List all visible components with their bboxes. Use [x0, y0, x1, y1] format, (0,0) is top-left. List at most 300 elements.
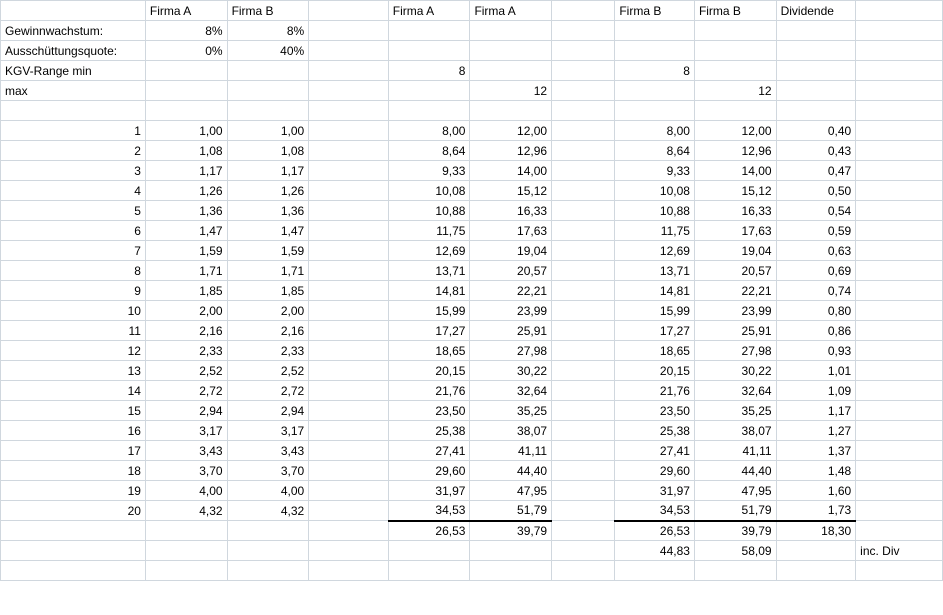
price-a-max: 27,98: [470, 341, 552, 361]
empty-cell: [552, 101, 615, 121]
empty-cell: [309, 261, 389, 281]
incl-div-note: inc. Div: [856, 541, 943, 561]
price-a-max: 12,00: [470, 121, 552, 141]
empty-cell: [309, 221, 389, 241]
price-a-min: 12,69: [388, 241, 470, 261]
total-b-min-incl-div: 44,83: [615, 541, 695, 561]
empty-cell: [856, 101, 943, 121]
year-cell: 10: [1, 301, 146, 321]
table-row: [1, 241, 943, 261]
empty-cell: [309, 401, 389, 421]
eps-firma-b: 3,17: [227, 421, 309, 441]
dividende-cell: 1,17: [776, 401, 856, 421]
dividende-cell: 0,80: [776, 301, 856, 321]
empty-cell: [227, 541, 309, 561]
eps-firma-a: 2,00: [145, 301, 227, 321]
price-a-max: 44,40: [470, 461, 552, 481]
trailing-blank-row: [1, 561, 943, 581]
price-b-min: 18,65: [615, 341, 695, 361]
empty-cell: [309, 301, 389, 321]
eps-firma-a: 2,33: [145, 341, 227, 361]
param-label: max: [1, 81, 146, 101]
summary-dividende-total: 18,30: [776, 521, 856, 541]
price-b-max: 19,04: [694, 241, 776, 261]
price-a-min: 14,81: [388, 281, 470, 301]
eps-firma-b: 4,00: [227, 481, 309, 501]
empty-cell: [552, 361, 615, 381]
price-a-min: 21,76: [388, 381, 470, 401]
empty-cell: [776, 561, 856, 581]
price-b-max: 25,91: [694, 321, 776, 341]
eps-firma-a: 3,70: [145, 461, 227, 481]
sheet-body: [1, 1, 943, 581]
price-b-min: 29,60: [615, 461, 695, 481]
price-b-max: 32,64: [694, 381, 776, 401]
param-value-b: [227, 81, 309, 101]
param-value-g: [615, 21, 695, 41]
price-b-min: 23,50: [615, 401, 695, 421]
price-b-min: 8,64: [615, 141, 695, 161]
header-cell-4: Firma A: [388, 1, 470, 21]
empty-cell: [552, 281, 615, 301]
eps-firma-a: 4,00: [145, 481, 227, 501]
param-value-d: [388, 81, 470, 101]
param-value-h: 12: [694, 81, 776, 101]
price-a-min: 8,00: [388, 121, 470, 141]
eps-firma-a: 1,08: [145, 141, 227, 161]
empty-cell: [856, 221, 943, 241]
param-row-gewinnwachstum: [1, 21, 943, 41]
empty-cell: [227, 561, 309, 581]
empty-cell: [309, 241, 389, 261]
param-value-d: 8: [388, 61, 470, 81]
empty-cell: [856, 241, 943, 261]
year-cell: 12: [1, 341, 146, 361]
summary-row-average: [1, 521, 943, 541]
empty-cell: [856, 121, 943, 141]
eps-firma-a: 1,26: [145, 181, 227, 201]
price-b-max: 23,99: [694, 301, 776, 321]
table-row: [1, 401, 943, 421]
empty-cell: [1, 101, 146, 121]
table-row: [1, 381, 943, 401]
param-row-kgv-max: [1, 81, 943, 101]
eps-firma-a: 1,36: [145, 201, 227, 221]
price-b-max: 30,22: [694, 361, 776, 381]
empty-cell: [552, 161, 615, 181]
empty-cell: [552, 261, 615, 281]
price-b-min: 21,76: [615, 381, 695, 401]
param-value-h: [694, 21, 776, 41]
param-label: Gewinnwachstum:: [1, 21, 146, 41]
dividende-cell: 0,93: [776, 341, 856, 361]
empty-cell: [1, 561, 146, 581]
price-b-min: 15,99: [615, 301, 695, 321]
eps-firma-b: 2,33: [227, 341, 309, 361]
summary-price-b-max: 39,79: [694, 521, 776, 541]
eps-firma-a: 1,59: [145, 241, 227, 261]
eps-firma-a: 2,16: [145, 321, 227, 341]
empty-cell: [1, 541, 146, 561]
empty-cell: [309, 521, 389, 541]
param-value-j: [856, 61, 943, 81]
table-row: [1, 421, 943, 441]
price-a-min: 27,41: [388, 441, 470, 461]
empty-cell: [145, 521, 227, 541]
param-value-a: 8%: [145, 21, 227, 41]
dividende-cell: 0,43: [776, 141, 856, 161]
price-a-min: 31,97: [388, 481, 470, 501]
header-row: [1, 1, 943, 21]
empty-cell: [309, 341, 389, 361]
price-b-min: 10,08: [615, 181, 695, 201]
spacer-row: [1, 101, 943, 121]
empty-cell: [552, 321, 615, 341]
table-row: [1, 141, 943, 161]
summary-price-a-min: 26,53: [388, 521, 470, 541]
empty-cell: [856, 261, 943, 281]
year-cell: 19: [1, 481, 146, 501]
empty-cell: [552, 301, 615, 321]
eps-firma-b: 2,00: [227, 301, 309, 321]
year-cell: 3: [1, 161, 146, 181]
year-cell: 8: [1, 261, 146, 281]
price-b-max: 12,96: [694, 141, 776, 161]
param-value-c: [309, 21, 389, 41]
empty-cell: [856, 381, 943, 401]
empty-cell: [856, 481, 943, 501]
year-cell: 9: [1, 281, 146, 301]
price-a-max: 17,63: [470, 221, 552, 241]
empty-cell: [856, 141, 943, 161]
empty-cell: [694, 101, 776, 121]
param-value-b: 8%: [227, 21, 309, 41]
dividende-cell: 0,69: [776, 261, 856, 281]
year-cell: 20: [1, 501, 146, 521]
price-a-max: 38,07: [470, 421, 552, 441]
param-value-j: [856, 81, 943, 101]
price-b-min: 13,71: [615, 261, 695, 281]
eps-firma-b: 2,72: [227, 381, 309, 401]
price-b-min: 9,33: [615, 161, 695, 181]
empty-cell: [856, 461, 943, 481]
eps-firma-b: 1,26: [227, 181, 309, 201]
empty-cell: [552, 541, 615, 561]
empty-cell: [552, 341, 615, 361]
dividende-cell: 1,09: [776, 381, 856, 401]
param-value-i: [776, 21, 856, 41]
dividende-cell: 1,48: [776, 461, 856, 481]
table-row: [1, 441, 943, 461]
table-row: [1, 201, 943, 221]
param-value-g: 8: [615, 61, 695, 81]
param-value-e: 12: [470, 81, 552, 101]
price-b-max: 35,25: [694, 401, 776, 421]
empty-cell: [856, 361, 943, 381]
param-value-h: [694, 41, 776, 61]
price-b-max: 14,00: [694, 161, 776, 181]
price-b-min: 25,38: [615, 421, 695, 441]
empty-cell: [309, 161, 389, 181]
header-cell-2: Firma B: [227, 1, 309, 21]
eps-firma-b: 1,47: [227, 221, 309, 241]
empty-cell: [856, 561, 943, 581]
param-label: KGV-Range min: [1, 61, 146, 81]
empty-cell: [309, 201, 389, 221]
empty-cell: [552, 241, 615, 261]
summary-price-a-max: 39,79: [470, 521, 552, 541]
eps-firma-b: 3,70: [227, 461, 309, 481]
dividende-cell: 0,54: [776, 201, 856, 221]
dividende-cell: 0,86: [776, 321, 856, 341]
price-a-min: 10,08: [388, 181, 470, 201]
empty-cell: [856, 201, 943, 221]
eps-firma-b: 2,94: [227, 401, 309, 421]
empty-cell: [776, 101, 856, 121]
table-row: [1, 321, 943, 341]
price-b-max: 27,98: [694, 341, 776, 361]
price-a-min: 34,53: [388, 501, 470, 521]
dividende-cell: 1,27: [776, 421, 856, 441]
dividende-cell: 0,50: [776, 181, 856, 201]
year-cell: 5: [1, 201, 146, 221]
empty-cell: [227, 521, 309, 541]
empty-cell: [470, 541, 552, 561]
price-a-min: 17,27: [388, 321, 470, 341]
price-b-min: 17,27: [615, 321, 695, 341]
empty-cell: [552, 141, 615, 161]
price-a-min: 9,33: [388, 161, 470, 181]
price-a-min: 8,64: [388, 141, 470, 161]
eps-firma-a: 2,52: [145, 361, 227, 381]
table-row: [1, 121, 943, 141]
header-cell-8: Firma B: [694, 1, 776, 21]
price-b-max: 20,57: [694, 261, 776, 281]
year-cell: 13: [1, 361, 146, 381]
param-value-f: [552, 61, 615, 81]
eps-firma-b: 1,71: [227, 261, 309, 281]
header-cell-10: [856, 1, 943, 21]
price-a-max: 23,99: [470, 301, 552, 321]
header-cell-9: Dividende: [776, 1, 856, 21]
price-b-min: 11,75: [615, 221, 695, 241]
price-b-max: 51,79: [694, 501, 776, 521]
price-a-max: 30,22: [470, 361, 552, 381]
price-b-min: 20,15: [615, 361, 695, 381]
price-b-min: 34,53: [615, 501, 695, 521]
price-a-max: 35,25: [470, 401, 552, 421]
empty-cell: [552, 201, 615, 221]
eps-firma-b: 3,43: [227, 441, 309, 461]
price-a-min: 13,71: [388, 261, 470, 281]
price-a-max: 15,12: [470, 181, 552, 201]
empty-cell: [309, 541, 389, 561]
empty-cell: [309, 381, 389, 401]
price-a-min: 25,38: [388, 421, 470, 441]
empty-cell: [856, 421, 943, 441]
eps-firma-b: 1,17: [227, 161, 309, 181]
header-cell-1: Firma A: [145, 1, 227, 21]
table-row: [1, 261, 943, 281]
empty-cell: [309, 321, 389, 341]
year-cell: 11: [1, 321, 146, 341]
empty-cell: [615, 101, 695, 121]
summary-row-incl-dividend: [1, 541, 943, 561]
eps-firma-a: 2,72: [145, 381, 227, 401]
header-cell-0: [1, 1, 146, 21]
empty-cell: [309, 121, 389, 141]
param-value-b: [227, 61, 309, 81]
param-value-i: [776, 61, 856, 81]
empty-cell: [856, 521, 943, 541]
price-b-max: 15,12: [694, 181, 776, 201]
table-row: [1, 301, 943, 321]
table-row: [1, 281, 943, 301]
price-a-min: 29,60: [388, 461, 470, 481]
price-a-max: 47,95: [470, 481, 552, 501]
empty-cell: [309, 561, 389, 581]
price-a-min: 20,15: [388, 361, 470, 381]
year-cell: 2: [1, 141, 146, 161]
year-cell: 1: [1, 121, 146, 141]
price-b-min: 31,97: [615, 481, 695, 501]
param-value-a: [145, 61, 227, 81]
price-a-max: 22,21: [470, 281, 552, 301]
header-cell-7: Firma B: [615, 1, 695, 21]
year-cell: 18: [1, 461, 146, 481]
price-a-min: 10,88: [388, 201, 470, 221]
header-cell-5: Firma A: [470, 1, 552, 21]
param-row-ausschuettungsquote: [1, 41, 943, 61]
table-row: [1, 361, 943, 381]
param-value-e: [470, 41, 552, 61]
empty-cell: [470, 101, 552, 121]
dividende-cell: 1,37: [776, 441, 856, 461]
empty-cell: [309, 361, 389, 381]
price-a-min: 15,99: [388, 301, 470, 321]
param-value-f: [552, 41, 615, 61]
price-b-max: 16,33: [694, 201, 776, 221]
table-row: [1, 181, 943, 201]
param-value-a: 0%: [145, 41, 227, 61]
param-value-a: [145, 81, 227, 101]
param-value-i: [776, 81, 856, 101]
empty-cell: [309, 501, 389, 521]
empty-cell: [388, 561, 470, 581]
param-value-g: [615, 41, 695, 61]
param-row-kgv-min: [1, 61, 943, 81]
price-a-max: 25,91: [470, 321, 552, 341]
empty-cell: [856, 441, 943, 461]
eps-firma-a: 2,94: [145, 401, 227, 421]
param-value-b: 40%: [227, 41, 309, 61]
empty-cell: [552, 221, 615, 241]
year-cell: 16: [1, 421, 146, 441]
eps-firma-a: 1,17: [145, 161, 227, 181]
empty-cell: [1, 521, 146, 541]
price-b-max: 22,21: [694, 281, 776, 301]
price-b-max: 17,63: [694, 221, 776, 241]
eps-firma-a: 1,00: [145, 121, 227, 141]
param-value-i: [776, 41, 856, 61]
empty-cell: [309, 461, 389, 481]
dividende-cell: 1,73: [776, 501, 856, 521]
param-value-j: [856, 21, 943, 41]
param-value-f: [552, 81, 615, 101]
eps-firma-b: 2,16: [227, 321, 309, 341]
price-a-min: 18,65: [388, 341, 470, 361]
param-value-e: [470, 21, 552, 41]
eps-firma-b: 1,00: [227, 121, 309, 141]
price-a-max: 19,04: [470, 241, 552, 261]
price-b-max: 12,00: [694, 121, 776, 141]
empty-cell: [145, 561, 227, 581]
eps-firma-a: 1,47: [145, 221, 227, 241]
empty-cell: [309, 421, 389, 441]
eps-firma-b: 2,52: [227, 361, 309, 381]
price-b-max: 41,11: [694, 441, 776, 461]
eps-firma-b: 1,59: [227, 241, 309, 261]
empty-cell: [552, 461, 615, 481]
price-a-min: 11,75: [388, 221, 470, 241]
price-b-max: 38,07: [694, 421, 776, 441]
empty-cell: [856, 161, 943, 181]
price-a-max: 14,00: [470, 161, 552, 181]
empty-cell: [309, 101, 389, 121]
dividende-cell: 0,47: [776, 161, 856, 181]
header-cell-6: [552, 1, 615, 21]
dividende-cell: 0,59: [776, 221, 856, 241]
price-a-min: 23,50: [388, 401, 470, 421]
dividende-cell: 1,01: [776, 361, 856, 381]
price-a-max: 12,96: [470, 141, 552, 161]
empty-cell: [552, 441, 615, 461]
year-cell: 7: [1, 241, 146, 261]
empty-cell: [388, 541, 470, 561]
empty-cell: [552, 481, 615, 501]
dividende-cell: 0,74: [776, 281, 856, 301]
price-b-max: 44,40: [694, 461, 776, 481]
empty-cell: [309, 441, 389, 461]
price-b-min: 27,41: [615, 441, 695, 461]
table-row: [1, 481, 943, 501]
empty-cell: [470, 561, 552, 581]
empty-cell: [552, 561, 615, 581]
year-cell: 15: [1, 401, 146, 421]
eps-firma-b: 4,32: [227, 501, 309, 521]
price-a-max: 20,57: [470, 261, 552, 281]
empty-cell: [856, 341, 943, 361]
price-a-max: 16,33: [470, 201, 552, 221]
table-row: [1, 341, 943, 361]
empty-cell: [552, 421, 615, 441]
eps-firma-a: 3,43: [145, 441, 227, 461]
year-cell: 4: [1, 181, 146, 201]
empty-cell: [856, 501, 943, 521]
price-a-max: 51,79: [470, 501, 552, 521]
price-a-max: 32,64: [470, 381, 552, 401]
eps-firma-a: 4,32: [145, 501, 227, 521]
year-cell: 14: [1, 381, 146, 401]
table-row: [1, 161, 943, 181]
empty-cell: [856, 401, 943, 421]
empty-cell: [552, 401, 615, 421]
empty-cell: [856, 321, 943, 341]
year-cell: 6: [1, 221, 146, 241]
param-value-d: [388, 41, 470, 61]
price-a-max: 41,11: [470, 441, 552, 461]
empty-cell: [552, 381, 615, 401]
